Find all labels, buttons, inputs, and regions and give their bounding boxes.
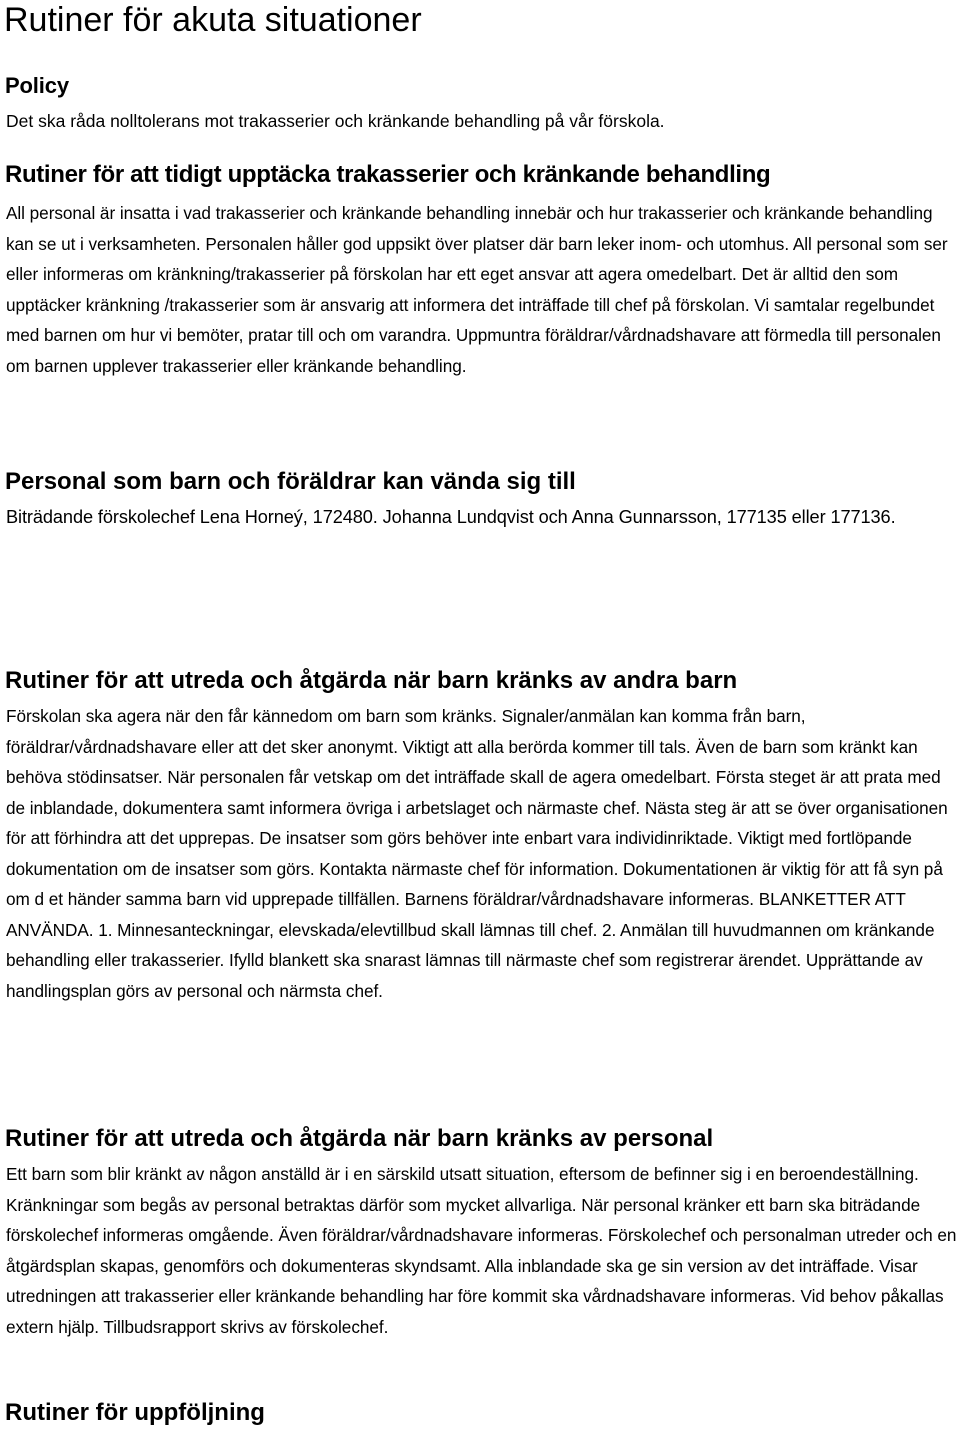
document-title: Rutiner för akuta situationer [4, 1, 422, 39]
contacts-text: Biträdande förskolechef Lena Horneý, 172480. Johanna Lundqvist och Anna Gunnarsson, 177135 eller 177136. [6, 507, 896, 527]
contacts-heading: Personal som barn och föräldrar kan vända sig till [5, 468, 576, 495]
staff-to-child-heading: Rutiner för att utreda och åtgärda när barn kränks av personal [5, 1125, 714, 1152]
child-to-child-heading: Rutiner för att utreda och åtgärda när barn kränks av andra barn [5, 667, 738, 694]
early-detection-heading: Rutiner för att tidigt upptäcka trakasserier och kränkande behandling [5, 161, 771, 188]
early-detection-text: All personal är insatta i vad trakasserier och kränkande behandling innebär och hur trakasserier och kränkande behandling kan se ut i verksamheten. Personalen håller god uppsikt över platser där barn leker inom- och utomhus. All personal som ser eller informeras om kränkning/trakasserier på förskolan har ett eget ansvar att agera omedelbart. Det är alltid den som upptäcker kränkning /trakasserier som är ansvarig att informera det inträffade till chef på förskolan. Vi samtalar regelbundet med barnen om hur vi bemöter, pratar till och om varandra. Uppmuntra föräldrar/vårdnadshavare att förmedla till personalen om barnen upplever trakasserier eller kränkande behandling. [6, 203, 948, 376]
policy-text: Det ska råda nolltolerans mot trakasserier och kränkande behandling på vår förskola. [6, 111, 665, 131]
policy-heading: Policy [5, 73, 69, 98]
staff-to-child-text: Ett barn som blir kränkt av någon anställd är i en särskild utsatt situation, eftersom de befinner sig i en beroendeställning. Kränkningar som begås av personal betraktas därför som mycket allvarliga. När personal kränker ett barn ska biträdande förskolechef informeras omgående. Även föräldrar/vårdnadshavare informeras. Förskolechef och personalman utreder och en åtgärdsplan skapas, genomförs och dokumenteras skyndsamt. Alla inblandade ska ge sin version av det inträffade. Visar utredningen att trakasserier eller kränkande behandling har före kommit ska vårdnadshavare informeras. Vid behov påkallas extern hjälp. Tillbudsrapport skrivs av förskolechef. [6, 1164, 957, 1337]
follow-up-heading: Rutiner för uppföljning [5, 1399, 265, 1426]
child-to-child-text: Förskolan ska agera när den får kännedom om barn som kränks. Signaler/anmälan kan komma från barn, föräldrar/vårdnadshavare eller att det sker anonymt. Viktigt att alla berörda kommer till tals. Även de barn som kränkt kan behöva stödinsatser. När personalen får vetskap om det inträffade skall de agera omedelbart. Första steget är att prata med de inblandade, dokumentera samt informera övriga i arbetslaget och närmaste chef. Nästa steg är att se över organisationen för att förhindra att det upprepas. De insatser som görs behöver inte enbart vara individinriktade. Viktigt med fortlöpande dokumentation om de insatser som görs. Kontakta närmaste chef för information. Dokumentationen är viktig för att få syn på om d et händer samma barn vid upprepade tillfällen. Barnens föräldrar/vårdnadshavare informeras. BLANKETTER ATT ANVÄNDA. 1. Minnesanteckningar, elevskada/elevtillbud skall lämnas till chef. 2. Anmälan till huvudmannen om kränkande behandling eller trakasserier. Ifylld blankett ska snarast lämnas till närmaste chef som registrerar ärendet. Upprättande av handlingsplan görs av personal och närmsta chef. [6, 706, 948, 1001]
